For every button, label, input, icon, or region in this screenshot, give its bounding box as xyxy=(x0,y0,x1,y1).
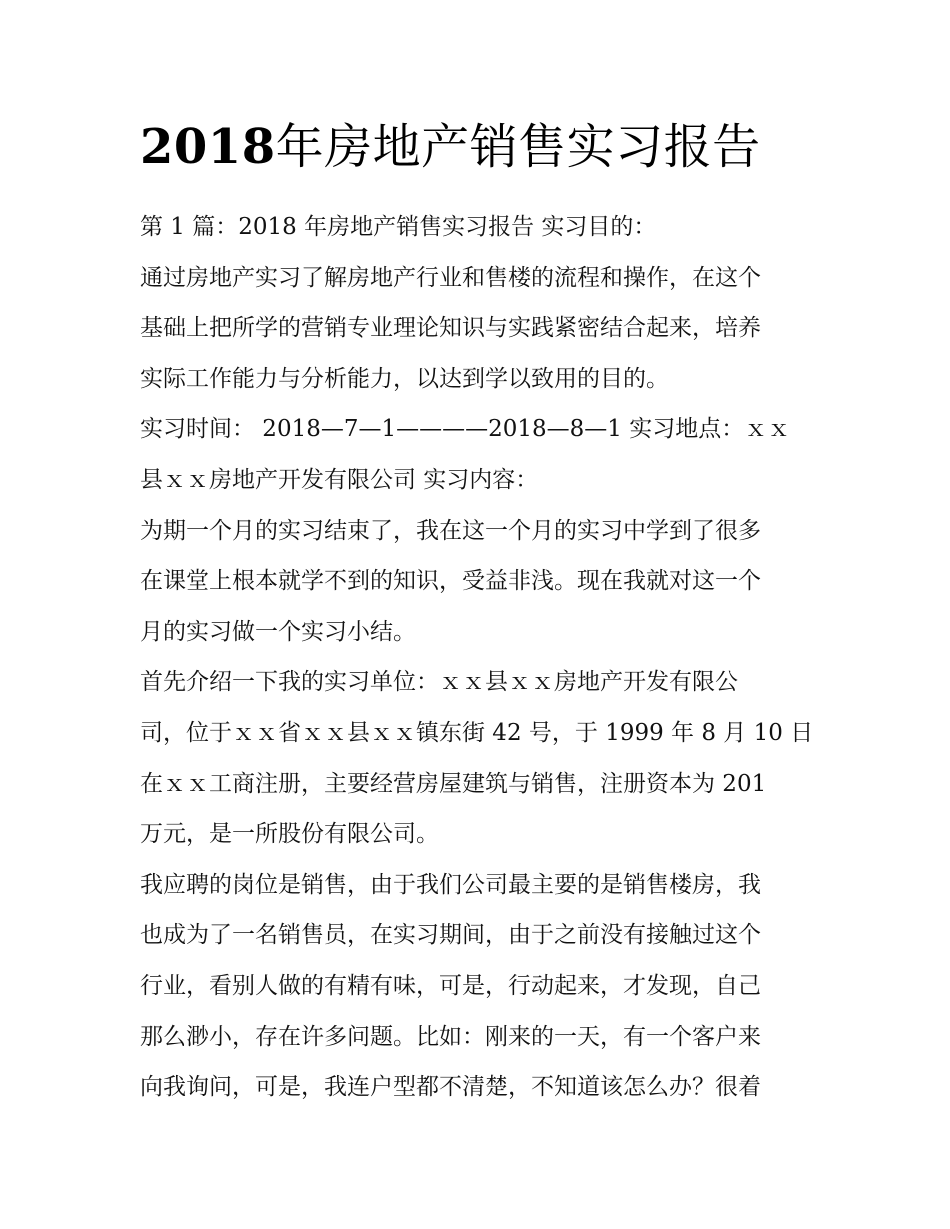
body-line: 通过房地产实习了解房地产行业和售楼的流程和操作，在这个 xyxy=(140,264,761,291)
body-line: 司，位于ｘｘ省ｘｘ县ｘｘ镇东街 42 号，于 1999 年 8 月 10 日 xyxy=(140,719,814,746)
body-line: 我应聘的岗位是销售，由于我们公司最主要的是销售楼房，我 xyxy=(140,871,761,898)
body-line: 县ｘｘ房地产开发有限公司 实习内容： xyxy=(140,466,539,493)
document-body xyxy=(140,202,820,1113)
body-line: 月的实习做一个实习小结。 xyxy=(140,618,416,645)
body-line: 实习时间： 2018—7—1————2018—8—1 实习地点：ｘｘ xyxy=(140,416,791,443)
body-line: 在课堂上根本就学不到的知识，受益非浅。现在我就对这一个 xyxy=(140,568,761,595)
document-title xyxy=(140,114,761,180)
title-year: 2018 xyxy=(140,119,276,175)
body-line: 万元，是一所股份有限公司。 xyxy=(140,821,439,848)
body-line: 行业，看别人做的有精有味，可是，行动起来，才发现，自己 xyxy=(140,972,761,999)
body-line: 那么渺小，存在许多问题。比如：刚来的一天，有一个客户来 xyxy=(140,1023,761,1050)
body-line: 首先介绍一下我的实习单位：ｘｘ县ｘｘ房地产开发有限公 xyxy=(140,669,738,696)
body-line: 在ｘｘ工商注册，主要经营房屋建筑与销售，注册资本为 201 xyxy=(140,770,767,797)
body-line: 向我询问，可是，我连户型都不清楚，不知道该怎么办？很着 xyxy=(140,1074,761,1101)
body-line: 实际工作能力与分析能力，以达到学以致用的目的。 xyxy=(140,365,669,392)
body-line: 为期一个月的实习结束了，我在这一个月的实习中学到了很多 xyxy=(140,517,761,544)
body-line: 也成为了一名销售员，在实习期间，由于之前没有接触过这个 xyxy=(140,922,761,949)
title-text: 年房地产销售实习报告 xyxy=(275,119,761,175)
body-line: 基础上把所学的营销专业理论知识与实践紧密结合起来，培养 xyxy=(140,315,761,342)
body-line: 第 1 篇：2018 年房地产销售实习报告 实习目的： xyxy=(140,214,657,240)
